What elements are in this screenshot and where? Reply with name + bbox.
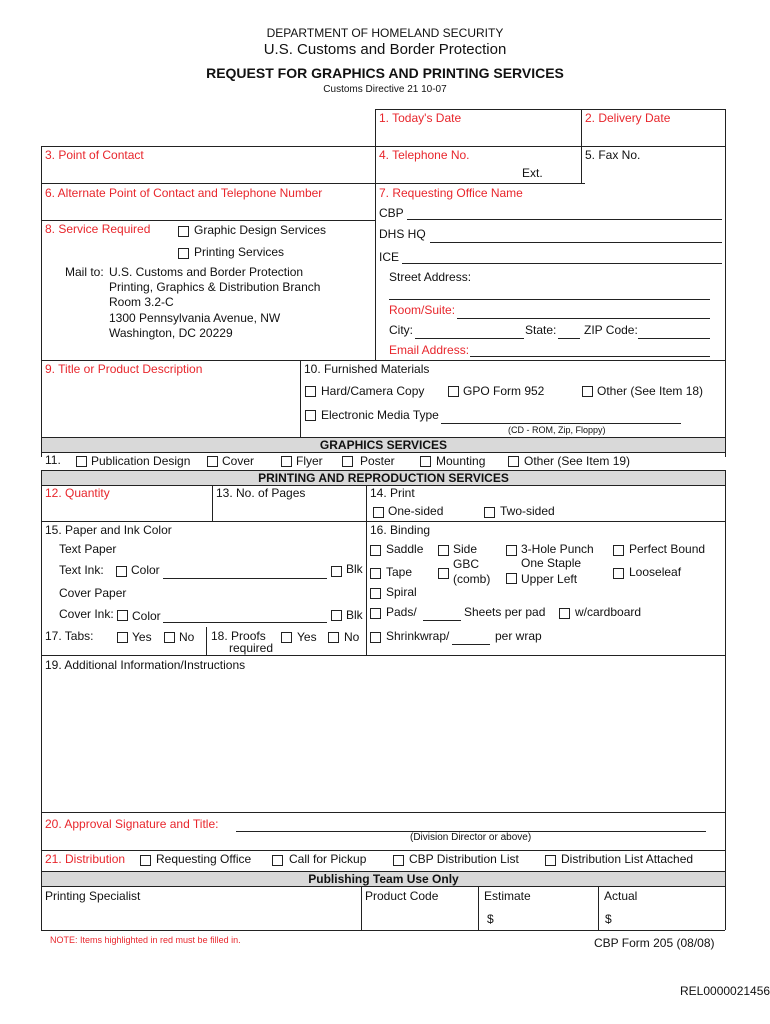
other-materials-label: Other (See Item 18)	[597, 384, 704, 398]
todays-date-label: 1. Today's Date	[379, 111, 462, 125]
estimate-dollar: $	[487, 912, 494, 926]
actual-dollar: $	[605, 912, 612, 926]
list-attached-checkbox[interactable]	[545, 855, 556, 866]
rule	[366, 485, 367, 655]
department-heading: DEPARTMENT OF HOMELAND SECURITY	[266, 26, 504, 40]
zip-label: ZIP Code:	[584, 323, 638, 337]
proofs-yes-label: Yes	[297, 630, 317, 644]
one-sided-checkbox[interactable]	[373, 507, 384, 518]
sheets-per-pad-label: Sheets per pad	[464, 605, 546, 619]
email-label: Email Address:	[389, 343, 470, 357]
publication-design-label: Publication Design	[91, 454, 191, 468]
printing-specialist-label: Printing Specialist	[45, 889, 141, 903]
dhs-hq-line[interactable]	[430, 242, 722, 243]
electronic-media-label: Electronic Media Type	[321, 408, 439, 422]
three-hole-label: 3-Hole Punch	[521, 542, 594, 556]
rule	[41, 812, 725, 813]
mail-to-label: Mail to:	[65, 265, 104, 279]
other-graphics-checkbox[interactable]	[508, 456, 519, 467]
address-line-4: 1300 Pennsylvania Avenue, NW	[109, 311, 281, 325]
one-staple-label-line2: Upper Left	[521, 572, 578, 586]
three-hole-checkbox[interactable]	[506, 545, 517, 556]
requesting-office-option: Requesting Office	[156, 852, 252, 866]
state-label: State:	[525, 323, 557, 337]
cbp-distribution-list-checkbox[interactable]	[393, 855, 404, 866]
rule	[725, 485, 726, 812]
city-label: City:	[389, 323, 413, 337]
flyer-label: Flyer	[296, 454, 323, 468]
hard-copy-checkbox[interactable]	[305, 386, 316, 397]
side-label: Side	[453, 542, 478, 556]
two-sided-checkbox[interactable]	[484, 507, 495, 518]
cover-ink-color-checkbox[interactable]	[117, 610, 128, 621]
shrinkwrap-label: Shrinkwrap/	[386, 629, 450, 643]
rule	[41, 146, 42, 457]
tape-label: Tape	[386, 565, 413, 579]
product-code-label: Product Code	[365, 889, 439, 903]
distribution-label: 21. Distribution	[45, 852, 126, 866]
rule	[206, 627, 207, 655]
graphics-services-band: GRAPHICS SERVICES	[41, 437, 726, 453]
graphic-design-checkbox[interactable]	[178, 226, 189, 237]
address-line-2: Printing, Graphics & Distribution Branch	[109, 280, 321, 294]
cover-ink-blk-label: Blk	[346, 608, 363, 622]
cardboard-checkbox[interactable]	[559, 608, 570, 619]
rule	[41, 655, 725, 656]
point-of-contact-label: 3. Point of Contact	[45, 148, 144, 162]
list-attached-label: Distribution List Attached	[561, 852, 694, 866]
rule	[598, 886, 599, 930]
fax-label: 5. Fax No.	[585, 148, 641, 162]
publishing-team-band: Publishing Team Use Only	[41, 871, 726, 887]
ice-line[interactable]	[402, 263, 722, 264]
gbc-label-line2: (comb)	[453, 572, 491, 586]
other-graphics-label: Other (See Item 19)	[524, 454, 631, 468]
ext-label: Ext.	[522, 166, 543, 180]
tape-checkbox[interactable]	[370, 568, 381, 579]
cover-paper-label: Cover Paper	[59, 586, 127, 600]
gpo-form-label: GPO Form 952	[463, 384, 545, 398]
rule	[212, 485, 213, 521]
form-title: REQUEST FOR GRAPHICS AND PRINTING SERVICES	[206, 65, 564, 81]
electronic-media-checkbox[interactable]	[305, 410, 316, 421]
cbp-label: CBP	[379, 206, 404, 220]
binding-label: 16. Binding	[370, 523, 431, 537]
tabs-yes-checkbox[interactable]	[117, 632, 128, 643]
print-label: 14. Print	[370, 486, 415, 500]
rule	[361, 886, 362, 930]
poster-label: Poster	[360, 454, 395, 468]
text-ink-color-label: Color	[131, 563, 160, 577]
proofs-no-label: No	[344, 630, 360, 644]
gbc-label-line1: GBC	[453, 557, 480, 571]
state-line[interactable]	[558, 338, 580, 339]
text-ink-blk-label: Blk	[346, 562, 363, 576]
call-for-pickup-label: Call for Pickup	[289, 852, 367, 866]
cover-ink-color-line[interactable]	[163, 622, 327, 623]
rule	[41, 360, 725, 361]
spiral-checkbox[interactable]	[370, 588, 381, 599]
text-ink-color-checkbox[interactable]	[116, 566, 127, 577]
room-line[interactable]	[457, 318, 710, 319]
gbc-checkbox[interactable]	[438, 568, 449, 579]
rule	[478, 886, 479, 930]
other-materials-checkbox[interactable]	[582, 386, 593, 397]
pads-checkbox[interactable]	[370, 608, 381, 619]
looseleaf-checkbox[interactable]	[613, 568, 624, 579]
tabs-label: 17. Tabs:	[45, 629, 94, 643]
requesting-office-label: 7. Requesting Office Name	[379, 186, 523, 200]
street-line[interactable]	[389, 299, 710, 300]
ice-label: ICE	[379, 250, 400, 264]
service-required-label: 8. Service Required	[45, 222, 151, 236]
proofs-label-line1: 18. Proofs	[211, 629, 266, 643]
rule	[41, 850, 725, 851]
saddle-checkbox[interactable]	[370, 545, 381, 556]
address-line-3: Room 3.2-C	[109, 295, 174, 309]
rule	[300, 360, 301, 437]
call-for-pickup-checkbox[interactable]	[272, 855, 283, 866]
looseleaf-label: Looseleaf	[629, 565, 682, 579]
cbp-line[interactable]	[407, 219, 722, 220]
publication-design-checkbox[interactable]	[76, 456, 87, 467]
requesting-office-checkbox[interactable]	[140, 855, 151, 866]
rule	[41, 146, 725, 147]
printing-services-label: Printing Services	[194, 245, 285, 259]
proofs-label-line2: required	[229, 641, 274, 655]
text-ink-blk-checkbox[interactable]	[331, 566, 342, 577]
perfect-bound-label: Perfect Bound	[629, 542, 706, 556]
delivery-date-label: 2. Delivery Date	[585, 111, 671, 125]
tabs-no-label: No	[179, 630, 195, 644]
email-line[interactable]	[470, 356, 710, 357]
telephone-label: 4. Telephone No.	[379, 148, 470, 162]
cover-checkbox[interactable]	[207, 456, 218, 467]
rule	[375, 109, 376, 360]
rule	[41, 930, 725, 931]
pages-label: 13. No. of Pages	[216, 486, 306, 500]
per-wrap-label: per wrap	[495, 629, 542, 643]
room-label: Room/Suite:	[389, 303, 456, 317]
spiral-label: Spiral	[386, 585, 417, 599]
proofs-yes-checkbox[interactable]	[281, 632, 292, 643]
address-line-1: U.S. Customs and Border Protection	[109, 265, 304, 279]
tabs-no-checkbox[interactable]	[164, 632, 175, 643]
hard-copy-label: Hard/Camera Copy	[321, 384, 425, 398]
text-ink-label: Text Ink:	[59, 563, 104, 577]
rule	[375, 109, 725, 110]
address-line-5: Washington, DC 20229	[109, 326, 233, 340]
cover-ink-label: Cover Ink:	[59, 607, 114, 621]
flyer-checkbox[interactable]	[281, 456, 292, 467]
media-type-line[interactable]	[441, 423, 681, 424]
approval-label: 20. Approval Signature and Title:	[45, 817, 219, 831]
agency-heading: U.S. Customs and Border Protection	[263, 41, 507, 58]
pads-sheets-line[interactable]	[423, 620, 461, 621]
cover-ink-blk-checkbox[interactable]	[331, 610, 342, 621]
actual-label: Actual	[604, 889, 638, 903]
rule	[725, 109, 726, 457]
rel-number: REL0000021456	[680, 984, 770, 998]
cover-label: Cover	[222, 454, 255, 468]
shrinkwrap-line[interactable]	[452, 644, 490, 645]
directive: Customs Directive 21 10-07	[323, 84, 447, 95]
mounting-checkbox[interactable]	[420, 456, 431, 467]
alternate-contact-label: 6. Alternate Point of Contact and Telephone Number	[45, 186, 323, 200]
cbp-distribution-list-label: CBP Distribution List	[409, 852, 519, 866]
paper-ink-label: 15. Paper and Ink Color	[45, 523, 172, 537]
graphics-item-number: 11.	[45, 453, 61, 467]
quantity-label: 12. Quantity	[45, 486, 110, 500]
one-staple-label-line1: One Staple	[521, 556, 582, 570]
cover-ink-color-label: Color	[132, 609, 161, 623]
city-line[interactable]	[415, 338, 524, 339]
perfect-bound-checkbox[interactable]	[613, 545, 624, 556]
rule	[41, 485, 42, 812]
one-staple-checkbox[interactable]	[506, 573, 517, 584]
side-checkbox[interactable]	[438, 545, 449, 556]
text-ink-color-line[interactable]	[163, 578, 327, 579]
street-label: Street Address:	[389, 270, 472, 284]
saddle-label: Saddle	[386, 542, 424, 556]
estimate-label: Estimate	[484, 889, 531, 903]
rule	[41, 220, 375, 221]
approval-hint: (Division Director or above)	[410, 832, 532, 843]
form-number: CBP Form 205 (08/08)	[594, 936, 715, 950]
zip-line[interactable]	[638, 338, 710, 339]
graphic-design-label: Graphic Design Services	[194, 223, 327, 237]
proofs-no-checkbox[interactable]	[328, 632, 339, 643]
additional-info-label: 19. Additional Information/Instructions	[45, 658, 246, 672]
cardboard-label: w/cardboard	[575, 605, 642, 619]
text-paper-label: Text Paper	[59, 542, 117, 556]
pads-label: Pads/	[386, 605, 417, 619]
media-type-hint: (CD - ROM, Zip, Floppy)	[508, 425, 606, 435]
title-description-label: 9. Title or Product Description	[45, 362, 203, 376]
two-sided-label: Two-sided	[500, 504, 555, 518]
printing-services-checkbox[interactable]	[178, 248, 189, 259]
tabs-yes-label: Yes	[132, 630, 152, 644]
shrinkwrap-checkbox[interactable]	[370, 632, 381, 643]
gpo-form-checkbox[interactable]	[448, 386, 459, 397]
rule	[375, 183, 585, 184]
dhs-hq-label: DHS HQ	[379, 227, 426, 241]
rule	[581, 109, 582, 183]
poster-checkbox[interactable]	[342, 456, 353, 467]
rule	[41, 183, 375, 184]
one-sided-label: One-sided	[388, 504, 444, 518]
printing-services-band: PRINTING AND REPRODUCTION SERVICES	[41, 470, 726, 486]
furnished-materials-label: 10. Furnished Materials	[304, 362, 430, 376]
rule	[41, 521, 725, 522]
mounting-label: Mounting	[436, 454, 486, 468]
required-note: NOTE: Items highlighted in red must be filled in.	[50, 935, 241, 945]
